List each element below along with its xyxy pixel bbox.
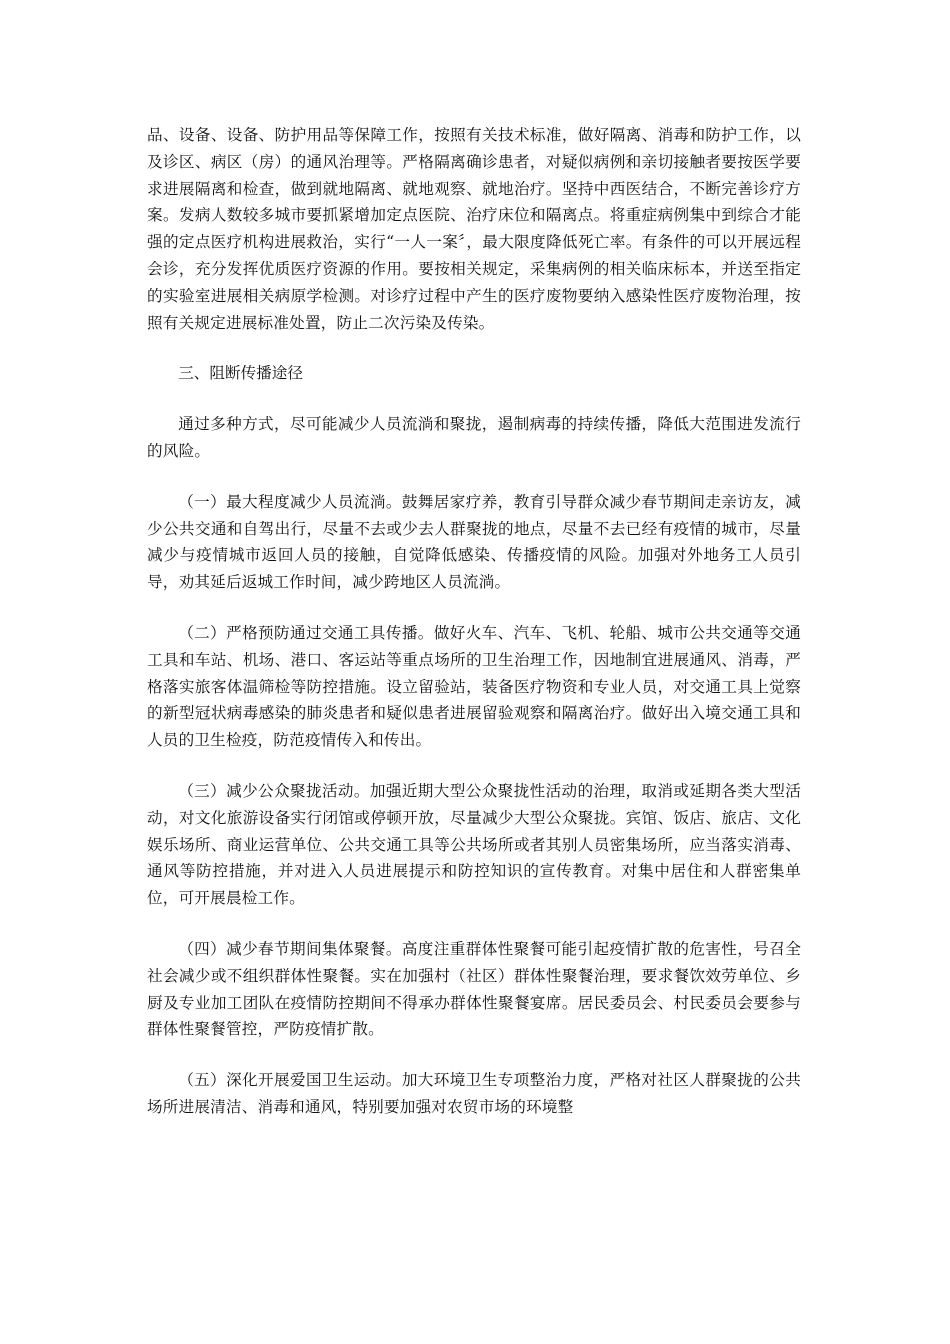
paragraph-item-5: （五）深化开展爱国卫生运动。加大环境卫生专项整治力度，严格对社区人群聚拢的公共场所进展清洁、消毒和通风，特别要加强对农贸市场的环境整 xyxy=(147,1071,801,1116)
paragraph-continued: 品、设备、设备、防护用品等保障工作，按照有关技术标准，做好隔离、消毒和防护工作，以及诊区、病区（房）的通风治理等。严格隔离确诊患者，对疑似病例和亲切接触者要按医学要求进展隔离和检查，做到就地隔离、就地观察、就地治疗。坚持中西医结合，不断完善诊疗方案。发病人数较多城市要抓紧增加定点医院、治疗床位和隔离点。将重症病例集中到综合才能强的定点医疗机构进展救治，实行“一人一案〞，最大限度降低死亡率。有条件的可以开展远程会诊，充分发挥优质医疗资源的作用。要按相关规定，采集病例的相关临床标本，并送至指定的实验室进展相关病原学检测。对诊疗过程中产生的医疗废物要纳入感染性医疗废物治理，按照有关规定进展标准处置，防止二次污染及传染。 xyxy=(147,126,801,332)
section-heading: 三、阻断传播途径 xyxy=(178,364,303,383)
paragraph-item-4: （四）减少春节期间集体聚餐。高度注重群体性聚餐可能引起疫情扩散的危害性，号召全社会减少或不组织群体性聚餐。实在加强村（社区）群体性聚餐治理，要求餐饮效劳单位、乡厨及专业加工团队在疫情防控期间不得承办群体性聚餐宴席。居民委员会、村民委员会要参与群体性聚餐管控，严防疫情扩散。 xyxy=(147,939,801,1039)
document-page xyxy=(147,122,801,1145)
paragraph-item-1: （一）最大程度减少人员流淌。鼓舞居家疗养，教育引导群众减少春节期间走亲访友，减少公共交通和自驾出行，尽量不去或少去人群聚拢的地点，尽量不去已经有疫情的城市，尽量减少与疫情城市返回人员的接触，自觉降低感染、传播疫情的风险。加强对外地务工人员引导，劝其延后返城工作时间，减少跨地区人员流淌。 xyxy=(147,492,801,592)
paragraph-intro: 通过多种方式，尽可能减少人员流淌和聚拢，遏制病毒的持续传播，降低大范围进发流行的风险。 xyxy=(147,415,801,460)
paragraph-item-2: （二）严格预防通过交通工具传播。做好火车、汽车、飞机、轮船、城市公共交通等交通工具和车站、机场、港口、客运站等重点场所的卫生治理工作，因地制宜进展通风、消毒，严格落实旅客体温筛检等防控措施。设立留验站，装备医疗物资和专业人员，对交通工具上觉察的新型冠状病毒感染的肺炎患者和疑似患者进展留验观察和隔离治疗。做好出入境交通工具和人员的卫生检疫，防范疫情传入和传出。 xyxy=(147,623,801,750)
paragraph-item-3: （三）减少公众聚拢活动。加强近期大型公众聚拢性活动的治理，取消或延期各类大型活动，对文化旅游设备实行闭馆或停顿开放，尽量减少大型公众聚拢。宾馆、饭店、旅店、文化娱乐场所、商业运营单位、公共交通工具等公共场所或者其别人员密集场所，应当落实消毒、通风等防控措施，并对进入人员进展提示和防控知识的宣传教育。对集中居住和人群密集单位，可开展晨检工作。 xyxy=(147,781,801,908)
